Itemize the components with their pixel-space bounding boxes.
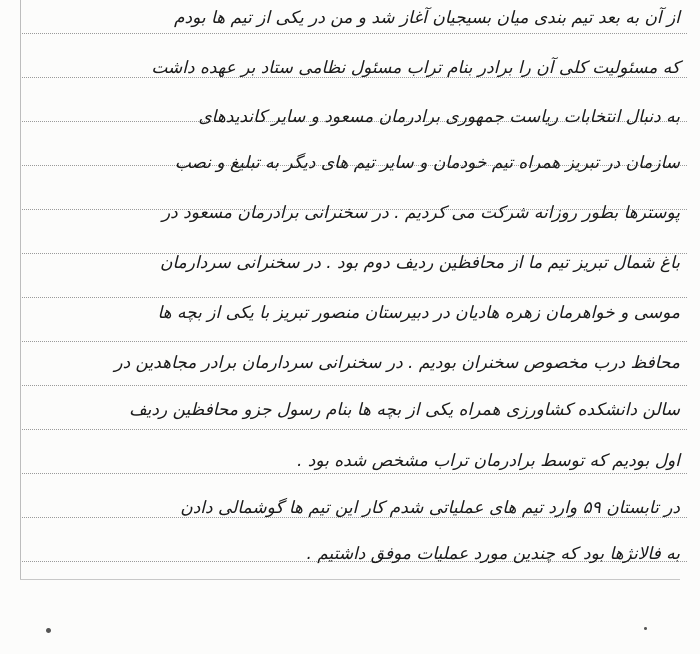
text-line: به فالانژها بود که چندین مورد عملیات موفق داشتیم . (306, 544, 680, 564)
text-line: سالن دانشکده کشاورزی همراه یکی از بچه ها بنام رسول جزو محافظین ردیف (129, 400, 680, 420)
text-line: از آن به بعد تیم بندی میان بسیجیان آغاز شد و من در یکی از تیم ها بودم (173, 8, 680, 28)
text-line: باغ شمال تبریز تیم ما از محافظین ردیف دوم بود . در سخنرانی سردارمان (160, 253, 680, 273)
margin-rule (20, 0, 21, 580)
text-line: به دنبال انتخابات ریاست جمهوری برادرمان مسعود و سایر کاندیدهای (198, 107, 680, 127)
text-line: که مسئولیت کلی آن را برادر بنام تراب مسئول نظامی ستاد بر عهده داشت (151, 58, 680, 78)
ruled-line (22, 385, 687, 386)
scan-speck (644, 627, 647, 630)
ruled-line (22, 341, 687, 342)
text-line: در تابستان ۵۹ وارد تیم های عملیاتی شدم کار این تیم ها گوشمالی دادن (180, 498, 680, 518)
text-line: سازمان در تبریز همراه تیم خودمان و سایر تیم های دیگر به تبلیغ و نصب (174, 153, 680, 173)
bottom-rule (20, 579, 680, 580)
text-line: اول بودیم که توسط برادرمان تراب مشخص شده بود . (296, 451, 680, 471)
text-line: پوسترها بطور روزانه شرکت می کردیم . در سخنرانی برادرمان مسعود در (161, 203, 680, 223)
scan-speck (46, 628, 51, 633)
text-line: محافظ درب مخصوص سخنران بودیم . در سخنرانی سردارمان برادر مجاهدین در (114, 353, 680, 373)
text-line: موسی و خواهرمان زهره هادیان در دبیرستان منصور تبریز با یکی از بچه ها (157, 303, 680, 323)
